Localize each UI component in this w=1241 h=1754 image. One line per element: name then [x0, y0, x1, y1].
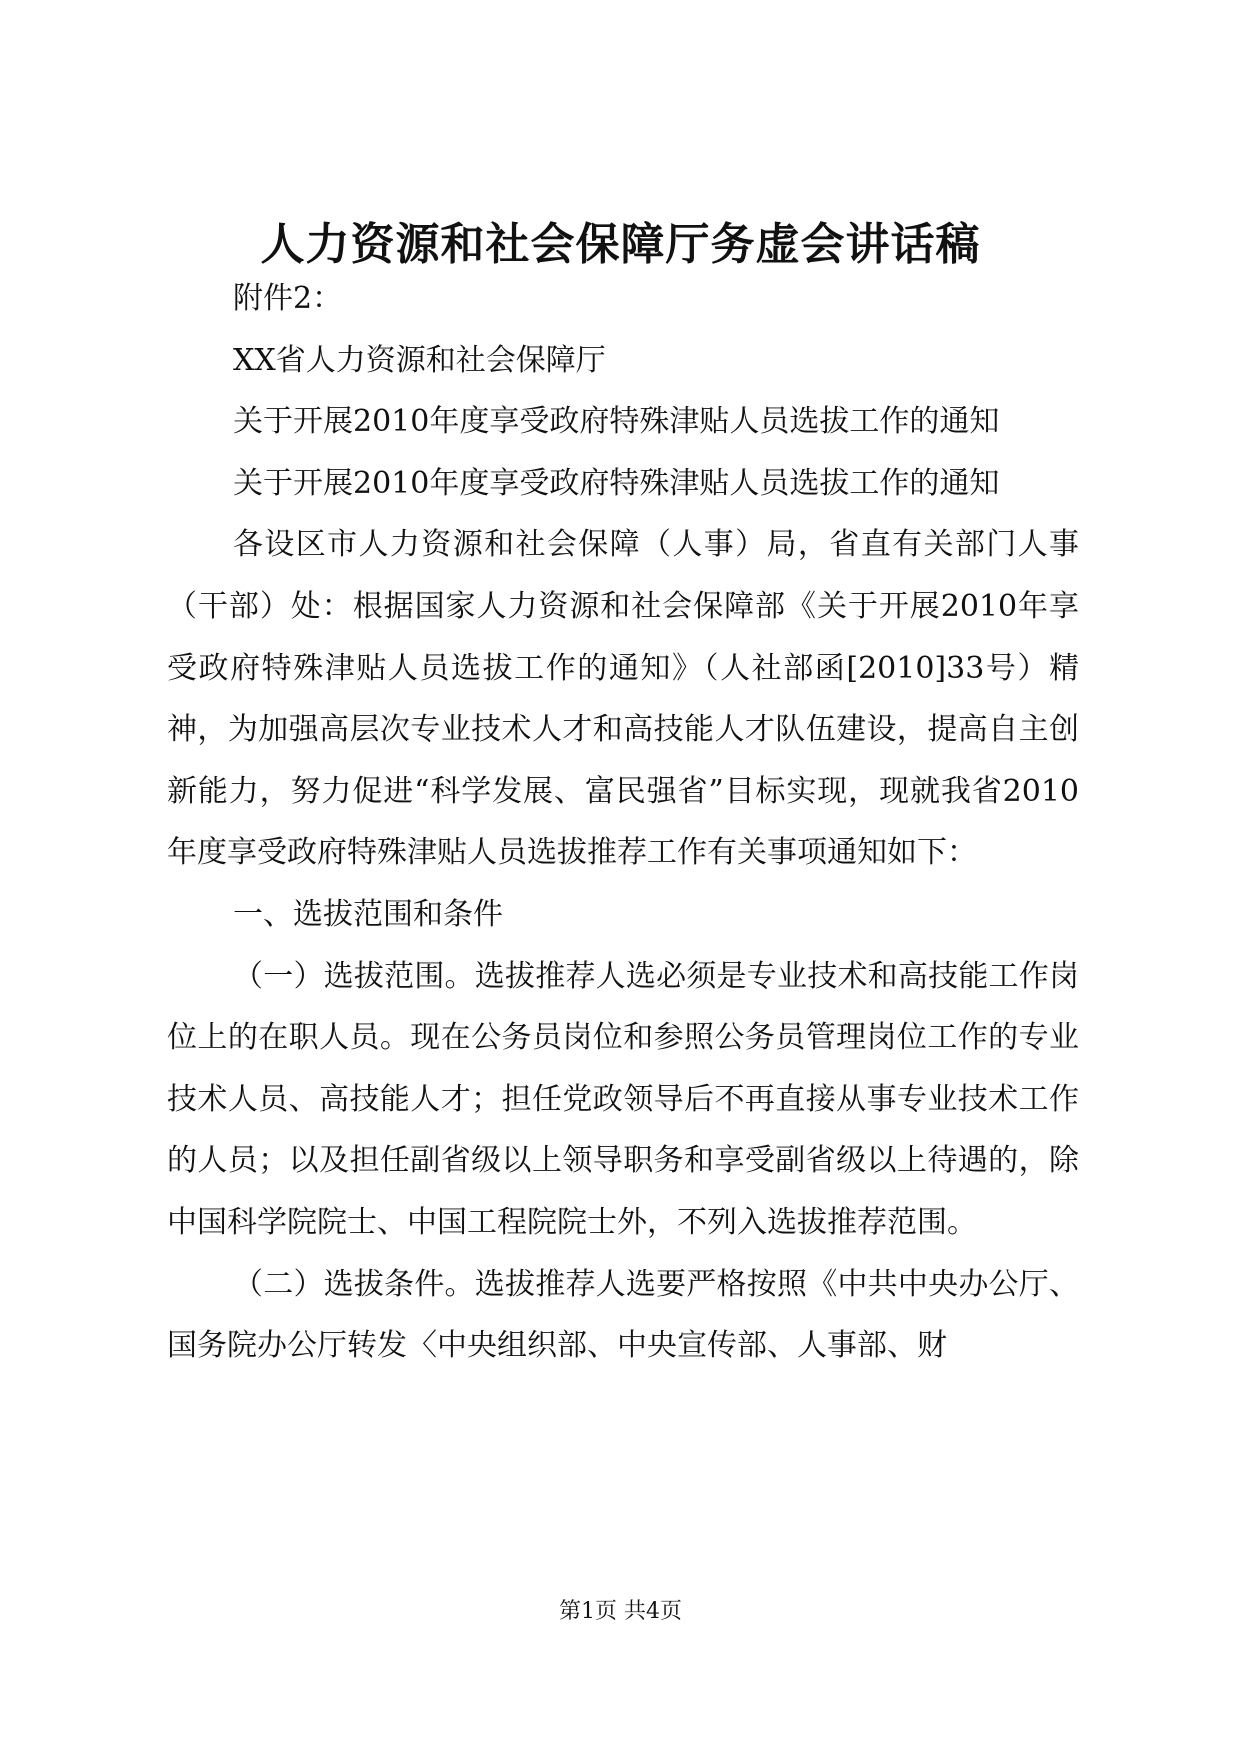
notice-title-repeat: 关于开展2010年度享受政府特殊津贴人员选拔工作的通知	[233, 465, 1000, 501]
body-paragraph-scope: （一）选拔范围。选拔推荐人选必须是专业技术和高技能工作岗位上的在职人员。现在公务员岗位和参照公务员管理岗位工作的专业技术人员、高技能人才；担任党政领导后不再直接从事专业技术工作的人员；以及担任副省级以上领导职务和享受副省级以上待遇的，除中国科学院院士、中国工程院院士外，不列入选拔推荐范围。	[167, 958, 1079, 1240]
notice-title-line: 关于开展2010年度享受政府特殊津贴人员选拔工作的通知	[233, 404, 1000, 440]
body-paragraph-intro: 各设区市人力资源和社会保障（人事）局，省直有关部门人事（干部）处：根据国家人力资源和社会保障部《关于开展2010年享受政府特殊津贴人员选拔工作的通知》（人社部函[2010]33号）精神，为加强高层次专业技术人才和高技能人才队伍建设，提高自主创新能力，努力促进“科学发展、富民强省”目标实现，现就我省2010年度享受政府特殊津贴人员选拔推荐工作有关事项通知如下：	[167, 527, 1079, 871]
document-title: 人力资源和社会保障厅务虚会讲话稿	[260, 219, 981, 270]
attachment-label: 附件2：	[233, 281, 343, 316]
page-footer: 第1页 共4页	[559, 1599, 682, 1624]
body-paragraph-conditions: （二）选拔条件。选拔推荐人选要严格按照《中共中央办公厅、国务院办公厅转发〈中央组织部、中央宣传部、人事部、财	[167, 1266, 1079, 1364]
section-heading-1: 一、选拔范围和条件	[233, 896, 503, 932]
document-body	[167, 268, 1079, 1377]
issuer-line: XX省人力资源和社会保障厅	[233, 342, 606, 378]
